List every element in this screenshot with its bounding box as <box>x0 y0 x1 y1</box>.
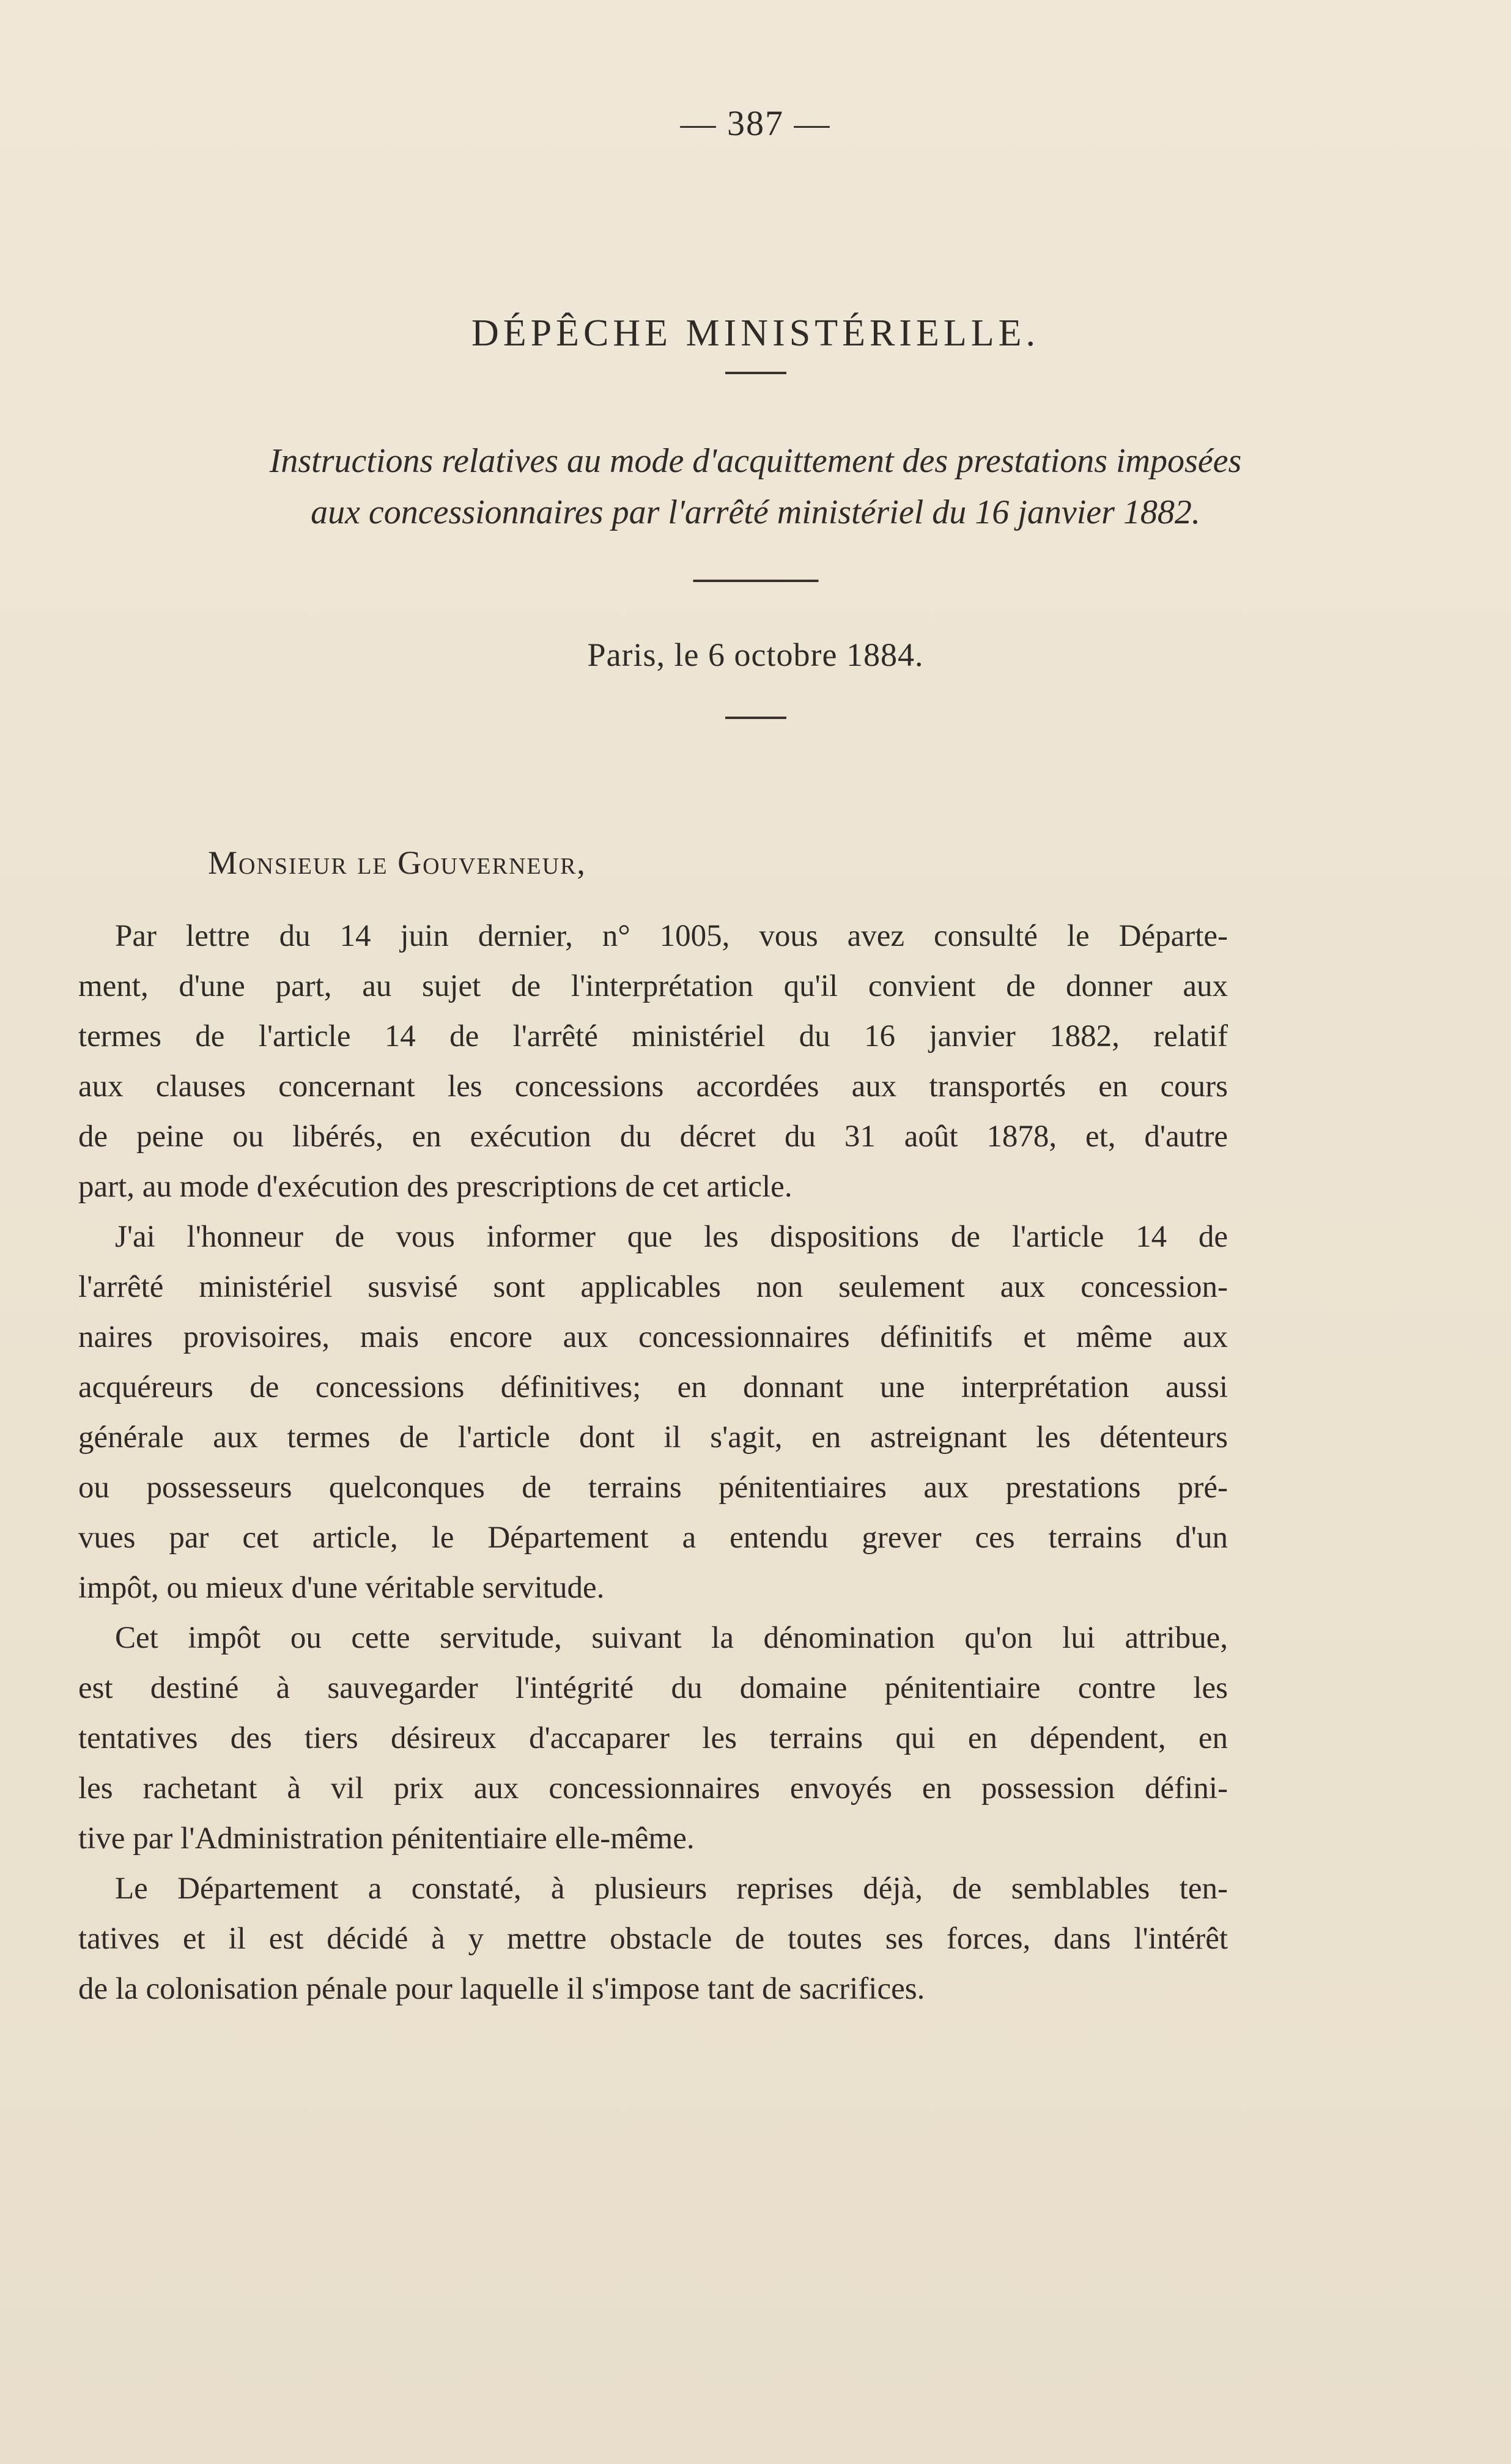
text-line: ou possesseurs quelconques de terrains pénitentiaires aux prestations pré- <box>78 1470 1228 1505</box>
text-line: acquéreurs de concessions définitives; en donnant une interprétation aussi <box>78 1370 1228 1404</box>
text-line: ment, d'une part, au sujet de l'interprétation qu'il convient de donner aux <box>78 969 1228 1003</box>
text-line: tentatives des tiers désireux d'accaparer les terrains qui en dépendent, en <box>78 1721 1228 1755</box>
text-line: aux clauses concernant les concessions accordées aux transportés en cours <box>78 1069 1228 1104</box>
text-line: l'arrêté ministériel susvisé sont applicables non seulement aux concession- <box>78 1270 1228 1304</box>
text-line: J'ai l'honneur de vous informer que les dispositions de l'article 14 de <box>115 1220 1228 1254</box>
text-line: naires provisoires, mais encore aux concessionnaires définitifs et même aux <box>78 1320 1228 1354</box>
salutation: Monsieur le Gouverneur, <box>208 844 586 881</box>
text-line: de la colonisation pénale pour laquelle il s'impose tant de sacrifices. <box>78 1972 925 2006</box>
text-line: tive par l'Administration pénitentiaire elle-même. <box>78 1821 695 1856</box>
subtitle-divider <box>693 580 818 582</box>
text-line: est destiné à sauvegarder l'intégrité du domaine pénitentiaire contre les <box>78 1671 1228 1705</box>
text-line: Par lettre du 14 juin dernier, n° 1005, vous avez consulté le Départe- <box>115 919 1228 953</box>
text-line: de peine ou libérés, en exécution du décret du 31 août 1878, et, d'autre <box>78 1119 1228 1154</box>
subtitle-line: aux concessionnaires par l'arrêté ministériel du 16 janvier 1882. <box>311 493 1200 531</box>
dateline: Paris, le 6 octobre 1884. <box>587 636 924 673</box>
text-line: tatives et il est décidé à y mettre obstacle de toutes ses forces, dans l'intérêt <box>78 1922 1228 1956</box>
page-number: — 387 — <box>680 103 831 143</box>
subtitle-line: Instructions relatives au mode d'acquittement des prestations imposées <box>269 442 1242 480</box>
document-title: DÉPÊCHE MINISTÉRIELLE. <box>471 312 1040 354</box>
letter-body <box>78 911 1228 2014</box>
text-line: Le Département a constaté, à plusieurs reprises déjà, de semblables ten- <box>115 1872 1228 1906</box>
text-line: Cet impôt ou cette servitude, suivant la dénomination qu'on lui attribue, <box>115 1621 1228 1655</box>
text-line: les rachetant à vil prix aux concessionnaires envoyés en possession défini- <box>78 1771 1228 1806</box>
text-line: part, au mode d'exécution des prescriptions de cet article. <box>78 1170 792 1204</box>
dateline-divider <box>725 717 786 719</box>
text-line: impôt, ou mieux d'une véritable servitude. <box>78 1571 605 1605</box>
subtitle <box>122 435 1389 538</box>
title-divider <box>725 372 786 374</box>
text-line: vues par cet article, le Département a entendu grever ces terrains d'un <box>78 1521 1228 1555</box>
text-line: générale aux termes de l'article dont il s'agit, en astreignant les détenteurs <box>78 1420 1228 1455</box>
text-line: termes de l'article 14 de l'arrêté ministériel du 16 janvier 1882, relatif <box>78 1019 1228 1053</box>
